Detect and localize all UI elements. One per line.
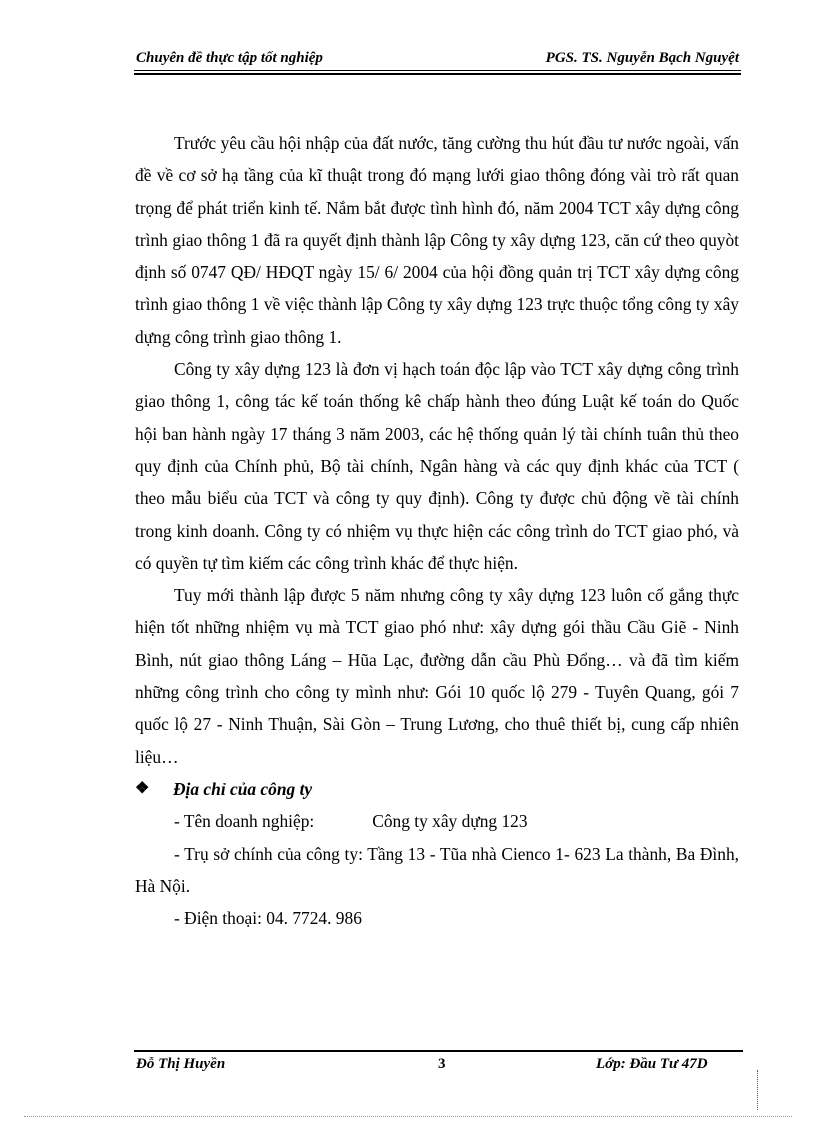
- header-supervisor: PGS. TS. Nguyễn Bạch Nguyệt: [545, 50, 739, 66]
- paragraph-achievements: Tuy mới thành lập được 5 năm nhưng công ty xây dựng 123 luôn cố gắng thực hiện tốt những nhiệm vụ mà TCT giao phó như: xây dựng gói thầu Cầu Giẽ - Ninh Bình, nút giao thông Láng – Hũa Lạc, đường dẫn cầu Phù Đổng… và đã tìm kiếm những công trình cho công ty mình như: Gói 10 quốc lộ 279 - Tuyên Quang, gói 7 quốc lộ 27 - Ninh Thuận, Sài Gòn – Trung Lương, cho thuê thiết bị, cung cấp nhiên liệu…: [135, 585, 739, 767]
- section-heading: [135, 773, 739, 805]
- paragraph-accounting: Công ty xây dựng 123 là đơn vị hạch toán độc lập vào TCT xây dựng công trình giao thông 1, công tác kế toán thống kê chấp hành theo đúng Luật kế toán do Quốc hội ban hành ngày 17 tháng 3 năm 2003, các hệ thống quản lý tài chính tuân thủ theo quy định của Chính phủ, Bộ tài chính, Ngân hàng và các quy định khác của TCT ( theo mẫu biểu của TCT và công ty quy định). Công ty được chủ động về tài chính trong kinh doanh. Công ty có nhiệm vụ thực hiện các công trình do TCT giao phó, và có quyền tự tìm kiếm các công trình khác để thực hiện.: [135, 359, 739, 573]
- footer-class: Lớp: Đầu Tư 47D: [596, 1056, 708, 1072]
- section-heading-text: Địa chỉ của công ty: [173, 778, 313, 799]
- page-header: [134, 50, 741, 70]
- company-name-label: - Tên doanh nghiệp:: [174, 811, 315, 832]
- document-body: [135, 127, 739, 934]
- header-divider: [134, 70, 741, 75]
- footer-author: Đỗ Thị Huyền: [136, 1056, 226, 1072]
- page-footer: [134, 1056, 743, 1076]
- phone-number: - Điện thoại: 04. 7724. 986: [174, 908, 362, 929]
- office-address: - Trụ sở chính của công ty: Tầng 13 - Tũa nhà Cienco 1- 623 La thành, Ba Đình, Hà Nội.: [135, 843, 739, 896]
- company-name-line: [135, 805, 739, 837]
- footer-divider: [134, 1050, 743, 1052]
- diamond-bullet-icon: ❖: [135, 779, 150, 797]
- page-number: 3: [438, 1056, 446, 1072]
- bottom-border: [24, 1116, 792, 1117]
- margin-marker: [757, 1070, 758, 1110]
- company-name-value: Công ty xây dựng 123: [372, 811, 528, 832]
- paragraph-intro: Trước yêu cầu hội nhập của đất nước, tăng cường thu hút đầu tư nước ngoài, vấn đề về cơ sở hạ tầng của kĩ thuật trong đó mạng lưới giao thông đóng vài trò rất quan trọng để phát triển kinh tế. Nắm bắt được tình hình đó, năm 2004 TCT xây dựng công trình giao thông 1 đã ra quyết định thành lập Công ty xây dựng 123, căn cứ theo quyòt định số 0747 QĐ/ HĐQT ngày 15/ 6/ 2004 của hội đồng quản trị TCT xây dựng công trình giao thông 1 về việc thành lập Công ty xây dựng 123 trực thuộc tổng công ty xây dựng công trình giao thông 1.: [135, 133, 739, 347]
- header-title: Chuyên đề thực tập tốt nghiệp: [136, 50, 323, 66]
